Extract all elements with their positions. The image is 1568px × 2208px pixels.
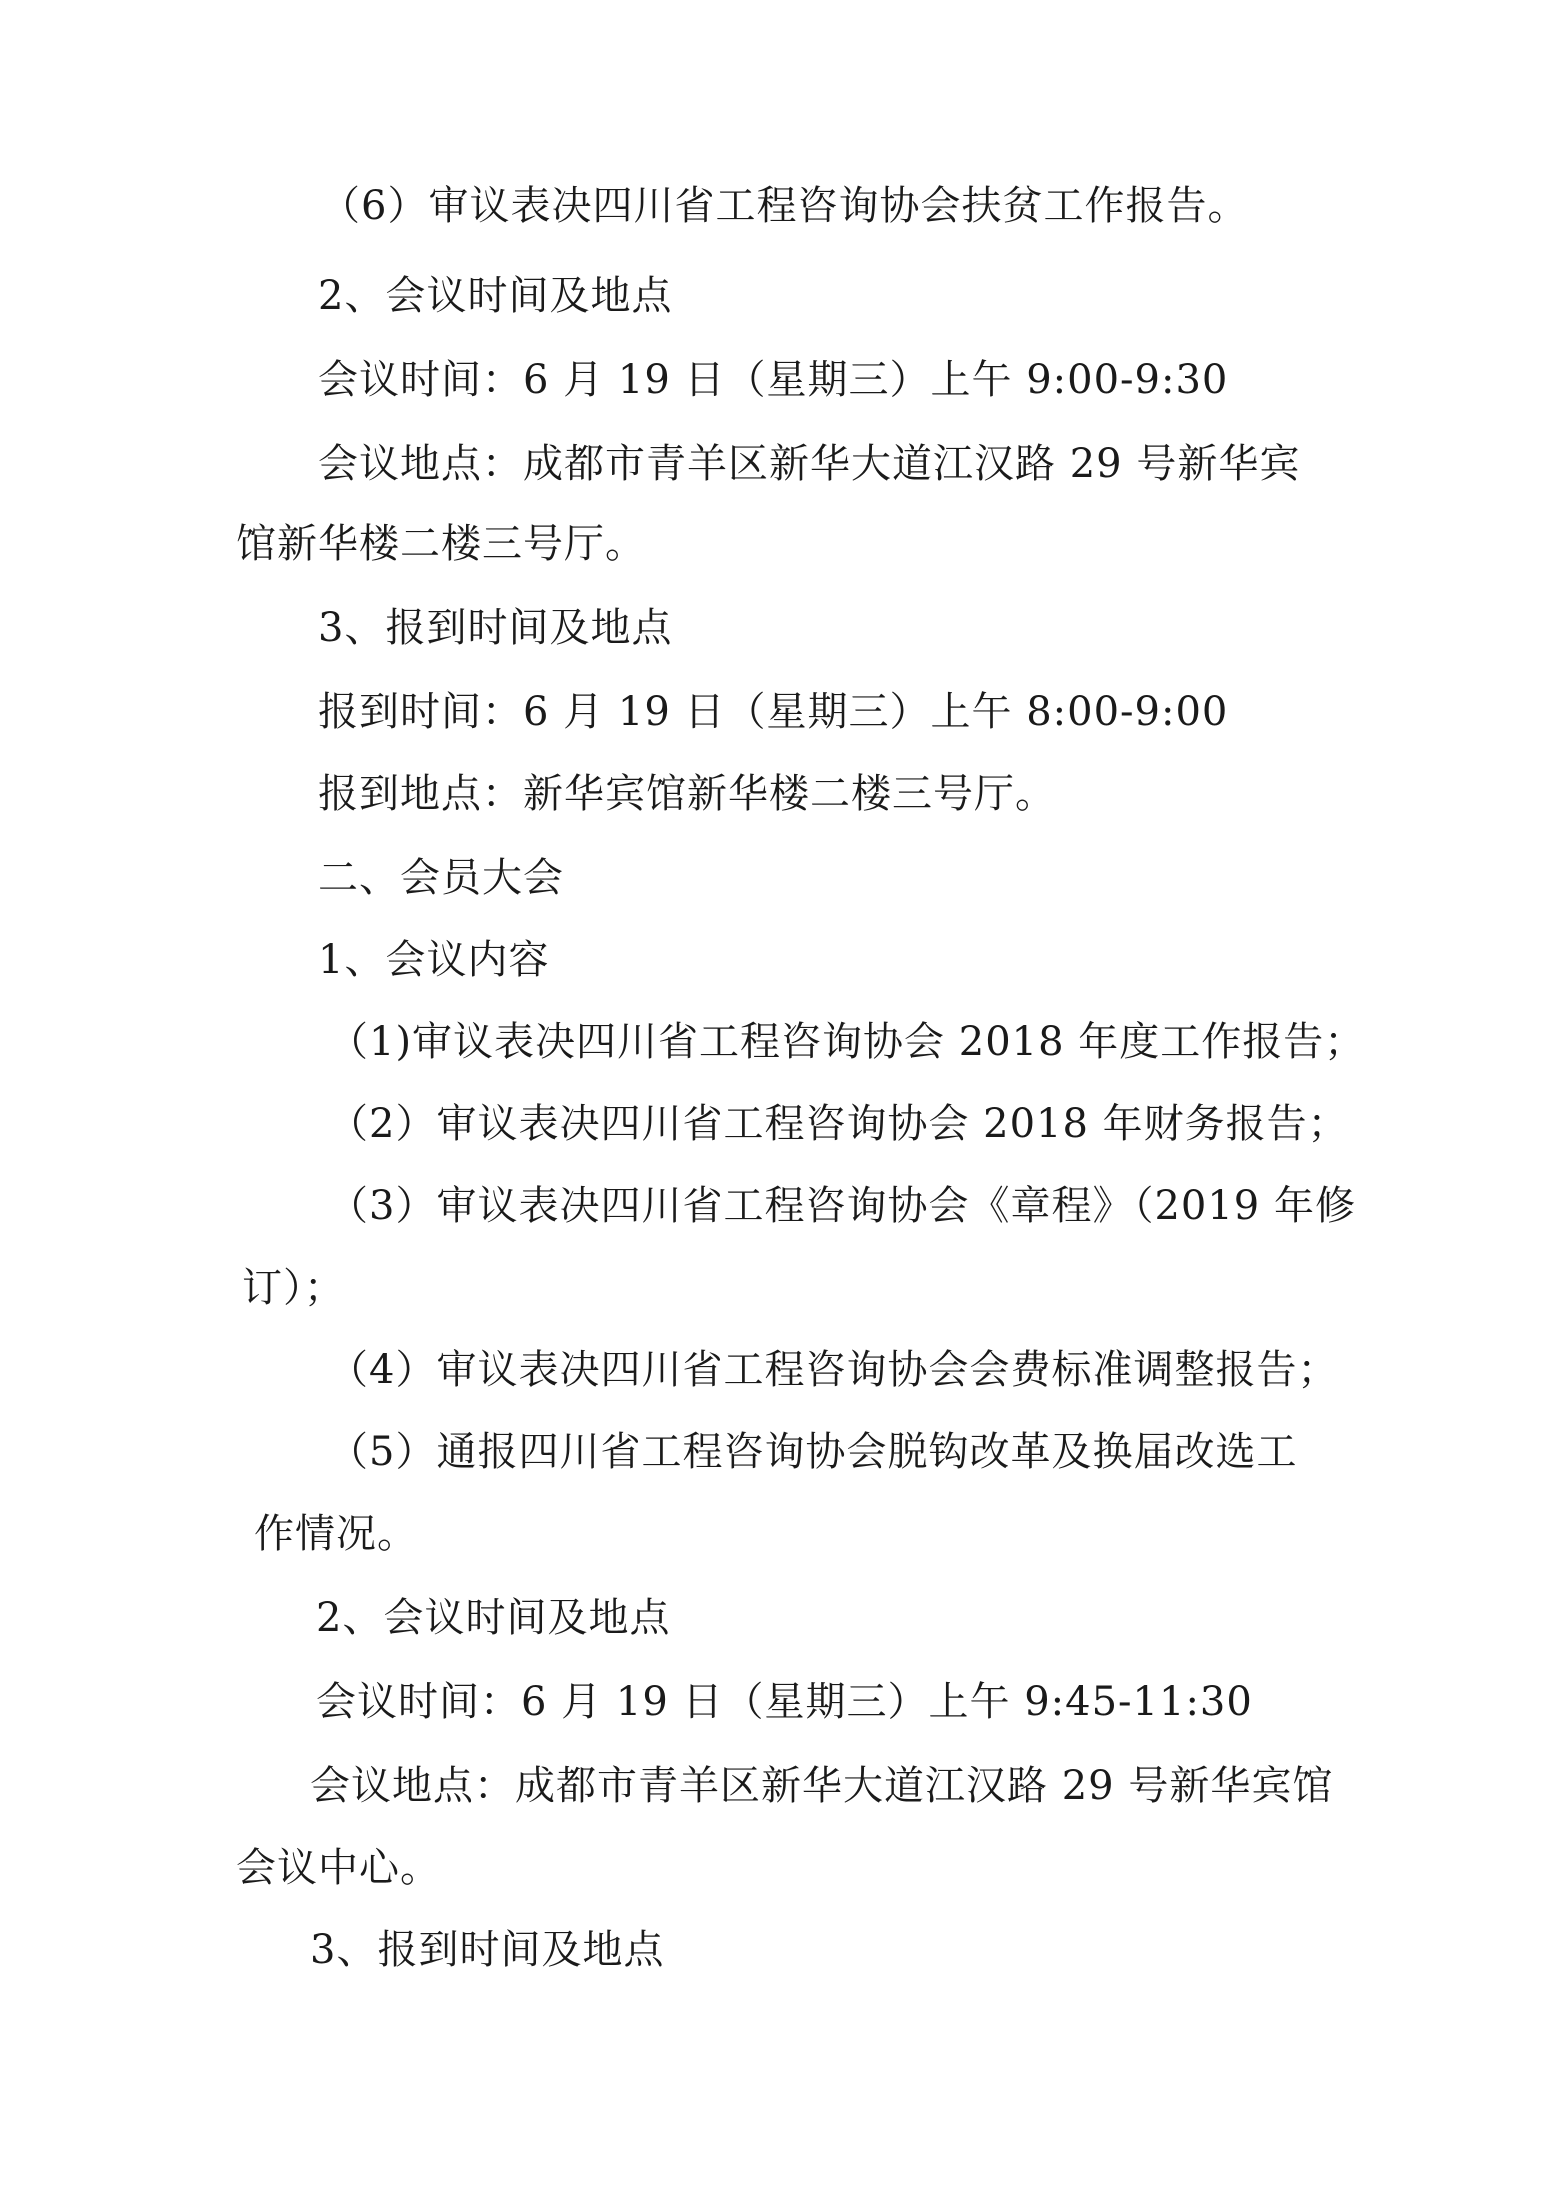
meeting-time: 会议时间：6 月 19 日（星期三）上午 9:00-9:30 (318, 357, 1229, 403)
section-meeting-time-heading: 2、会议时间及地点 (318, 273, 673, 319)
section-meeting-time-heading-2: 2、会议时间及地点 (316, 1595, 671, 1641)
checkin-location: 报到地点：新华宾馆新华楼二楼三号厅。 (318, 771, 1056, 817)
section-checkin-heading-2: 3、报到时间及地点 (310, 1927, 665, 1973)
meeting-location: 会议地点：成都市青羊区新华大道江汉路 29 号新华宾 (318, 441, 1301, 487)
meeting-location-cont: 馆新华楼二楼三号厅。 (236, 521, 646, 567)
item-5-text: （5）通报四川省工程咨询协会脱钩改革及换届改选工 (328, 1429, 1298, 1475)
item-1-text: （1)审议表决四川省工程咨询协会 2018 年度工作报告； (328, 1019, 1366, 1065)
item-2-text: （2）审议表决四川省工程咨询协会 2018 年财务报告； (328, 1101, 1349, 1147)
section-general-assembly-heading: 二、会员大会 (318, 855, 564, 901)
checkin-time: 报到时间：6 月 19 日（星期三）上午 8:00-9:00 (318, 689, 1229, 735)
item-3-text-cont: 订）； (242, 1265, 345, 1311)
item-3-text: （3）审议表决四川省工程咨询协会《章程》（2019 年修 (328, 1183, 1356, 1229)
meeting-location-2-cont: 会议中心。 (236, 1845, 441, 1891)
section-meeting-content-heading: 1、会议内容 (318, 937, 550, 983)
item-5-text-cont: 作情况。 (254, 1511, 418, 1557)
meeting-location-2: 会议地点：成都市青羊区新华大道江汉路 29 号新华宾馆 (310, 1763, 1334, 1809)
meeting-time-2: 会议时间：6 月 19 日（星期三）上午 9:45-11:30 (316, 1679, 1253, 1725)
section-checkin-heading: 3、报到时间及地点 (318, 605, 673, 651)
item-6-text: （6）审议表决四川省工程咨询协会扶贫工作报告。 (320, 183, 1249, 229)
item-4-text: （4）审议表决四川省工程咨询协会会费标准调整报告； (328, 1347, 1339, 1393)
